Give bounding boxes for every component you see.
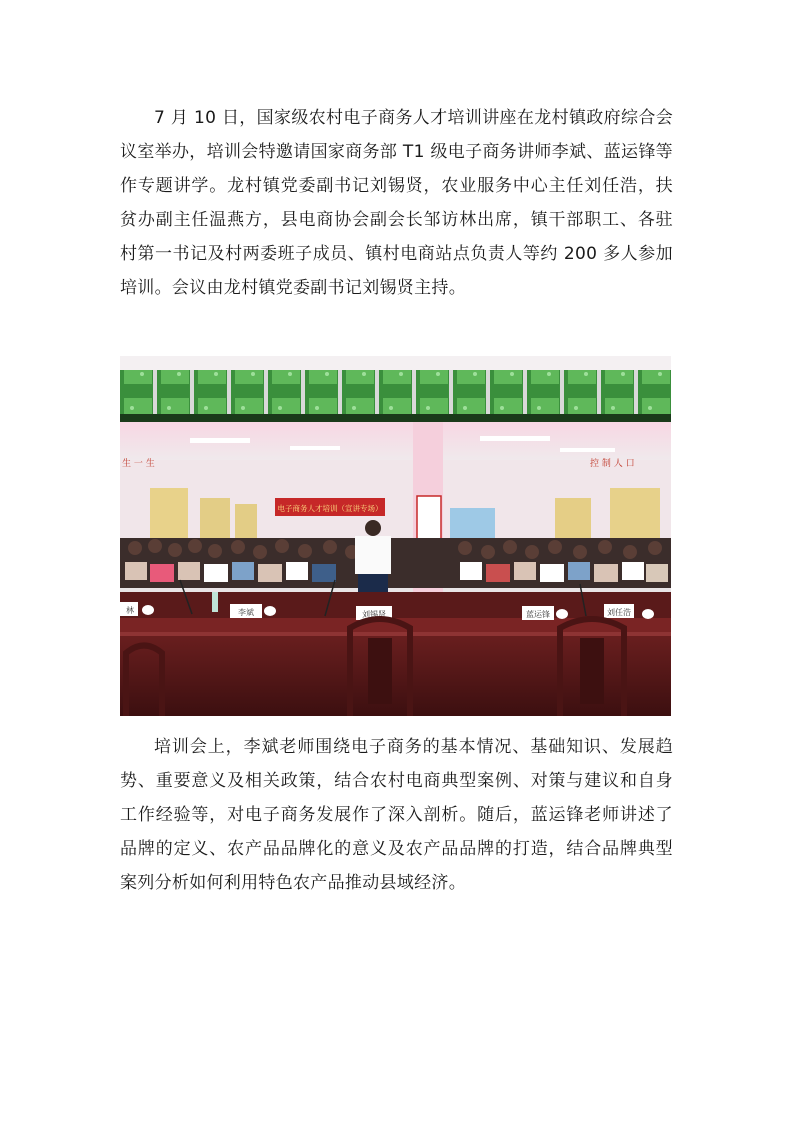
- meeting-photo: [120, 348, 671, 716]
- name-card-2: 李斌: [238, 608, 254, 617]
- name-card-4: 蓝运锋: [526, 610, 550, 619]
- name-card-3: 刘锡贤: [362, 610, 386, 619]
- name-card-1: 林: [126, 606, 134, 615]
- wall-slogan-left: 生 一 生: [122, 459, 155, 469]
- name-card-5: 刘任浩: [607, 608, 631, 617]
- stage-banner: 电子商务人才培训（宣讲专场）: [277, 504, 383, 513]
- paragraph-intro: 7 月 10 日，国家级农村电子商务人才培训讲座在龙村镇政府综合会议室举办，培训会特邀请国家商务部 T1 级电子商务讲师李斌、蓝运锋等作专题讲学。龙村镇党委副书记刘锡贤，农业服务中心主任刘任浩，扶贫办副主任温燕方，县电商协会副会长邹访林出席，镇干部职工、各驻村第一书记及村两委班子成员、镇村电商站点负责人等约 200 多人参加培训。会议由龙村镇党委副书记刘锡贤主持。: [120, 108, 673, 298]
- wall-slogan-right: 控 制 人 口: [590, 459, 635, 469]
- paragraph-summary: 培训会上，李斌老师围绕电子商务的基本情况、基础知识、发展趋势、重要意义及相关政策，结合农村电商典型案例、对策与建议和自身工作经验等，对电子商务发展作了深入剖析。随后，蓝运锋老师讲述了品牌的定义、农产品品牌化的意义及农产品品牌的打造，结合品牌典型案列分析如何利用特色农产品推动县域经济。: [120, 737, 673, 893]
